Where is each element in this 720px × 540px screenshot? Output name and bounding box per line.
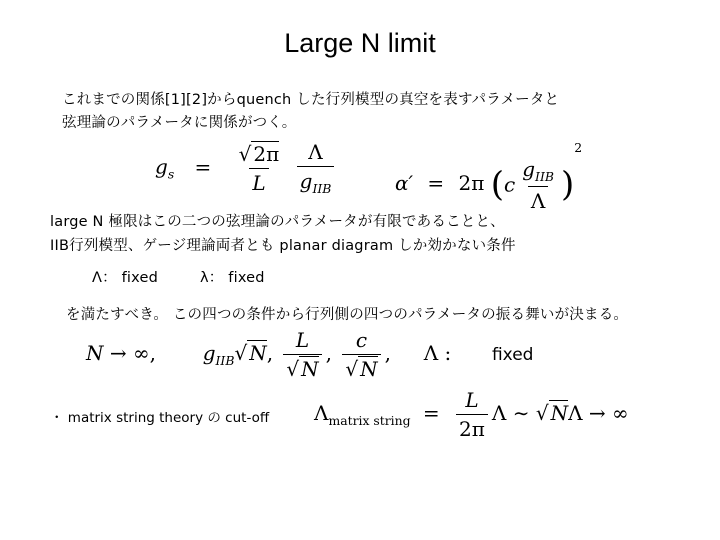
condition-line-1: large N 極限はこの二つの弦理論のパラメータが有限であることと、 [50,214,505,230]
bullet-matrix-string: ・ matrix string theory の cut-off [50,410,270,426]
intro-line-1: これまでの関係[1][2]からquench した行列模型の真空を表すパラメータと [62,92,560,108]
condition-line-2: IIB行列模型、ゲージ理論両者とも planar diagram しか効かない条件 [50,238,516,254]
equation-alpha-prime: α′ = 2π (c $\frac{g_{IIB}}{\Lambda}$ )$^2$ [395,140,583,213]
lambda-cap-fixed: Λ： fixed [92,270,159,286]
equation-scaling: N → ∞, $g_{IIB}√$ N, $\frac{L}{√ N}$ , $\frac{c}{√ N}$ , Λ : fixed [86,328,534,381]
lambda-small-fixed: λ： fixed [200,270,265,286]
slide-title: Large N limit [284,28,436,58]
conclusion-line: を満たすべき。 この四つの条件から行列側の四つのパラメータの振る舞いが決まる。 [66,307,629,323]
intro-line-2: 弦理論のパラメータに関係がつく。 [62,115,297,131]
equation-cutoff: $\Lambda_{matrix string}$ = $\frac{L}{2\pi}$ Λ ∼ √ NΛ → ∞ [314,388,629,441]
fixed-word: fixed [491,345,534,365]
equation-gs: $g_s$ = $\frac{√ 2\pi}{L}$ $\frac{\Lambda}{g_{IIB}}$ [155,140,338,196]
